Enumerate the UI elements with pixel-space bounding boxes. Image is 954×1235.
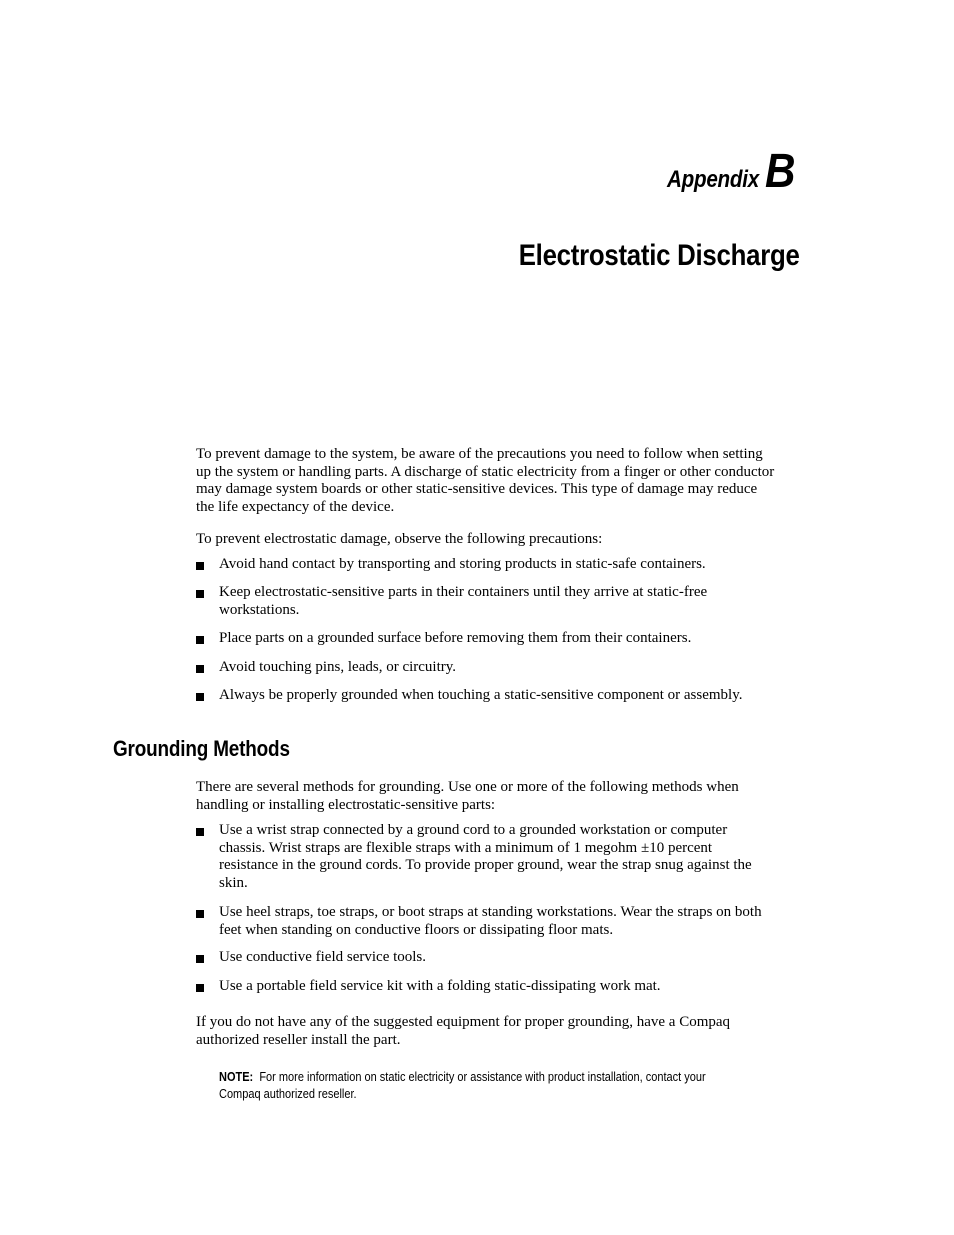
appendix-heading bbox=[652, 145, 800, 198]
list-item bbox=[196, 630, 804, 648]
precautions-list bbox=[196, 687, 804, 705]
text-line: To prevent damage to the system, be aware of the precautions you need to follow when setting bbox=[196, 446, 763, 462]
bullet-square-icon bbox=[196, 590, 204, 598]
list-item bbox=[196, 822, 804, 892]
text-line: Use a portable field service kit with a folding static-dissipating work mat. bbox=[219, 978, 661, 994]
text-line: resistance in the ground cords. To provide proper ground, wear the strap snug against the bbox=[219, 857, 752, 873]
list-item bbox=[196, 687, 804, 705]
page-title: Electrostatic Discharge bbox=[519, 239, 800, 272]
text-line: the life expectancy of the device. bbox=[196, 498, 395, 515]
note-label: NOTE: bbox=[219, 1070, 254, 1084]
note-text: For more information on static electricity or assistance with product installation, contact your bbox=[259, 1070, 706, 1084]
bullet-square-icon bbox=[196, 636, 204, 644]
lead-in-text: To prevent electrostatic damage, observe the following precautions: bbox=[196, 531, 603, 547]
precautions-list bbox=[196, 556, 804, 574]
list-item bbox=[196, 584, 804, 619]
grounding-list bbox=[196, 822, 804, 892]
text-line: workstations. bbox=[219, 601, 300, 618]
text-line: feet when standing on conductive floors or dissipating floor mats. bbox=[219, 921, 614, 938]
note-text: Compaq authorized reseller. bbox=[219, 1086, 357, 1101]
grounding-list bbox=[196, 949, 804, 967]
note-block bbox=[219, 1069, 712, 1102]
bullet-square-icon bbox=[196, 984, 204, 992]
appendix-word: Appendix bbox=[667, 166, 760, 193]
text-line: chassis. Wrist straps are flexible straps with a minimum of 1 megohm ±10 percent bbox=[219, 839, 713, 856]
text-line: Avoid touching pins, leads, or circuitry. bbox=[219, 659, 457, 675]
text-line: up the system or handling parts. A discharge of static electricity from a finger or other conductor bbox=[196, 463, 775, 480]
grounding-list bbox=[196, 978, 804, 996]
text-line: If you do not have any of the suggested equipment for proper grounding, have a Compaq bbox=[196, 1014, 731, 1030]
closing-paragraph bbox=[196, 1014, 804, 1049]
list-item bbox=[196, 949, 804, 967]
appendix-letter: B bbox=[765, 145, 796, 198]
bullet-square-icon bbox=[196, 665, 204, 673]
text-line: authorized reseller install the part. bbox=[196, 1031, 401, 1048]
text-line: Keep electrostatic-sensitive parts in their containers until they arrive at static-free bbox=[219, 584, 708, 600]
intro-paragraph bbox=[196, 446, 804, 516]
section-heading: Grounding Methods bbox=[113, 736, 290, 761]
list-item bbox=[196, 904, 804, 939]
text-line: Use a wrist strap connected by a ground cord to a grounded workstation or computer bbox=[219, 822, 728, 838]
text-line: Always be properly grounded when touching a static-sensitive component or assembly. bbox=[219, 687, 743, 703]
precautions-list bbox=[196, 659, 804, 677]
text-line: Use heel straps, toe straps, or boot straps at standing workstations. Wear the straps on both bbox=[219, 904, 762, 920]
precautions-lead-in bbox=[196, 531, 804, 549]
precautions-list bbox=[196, 630, 804, 648]
text-line: There are several methods for grounding. Use one or more of the following methods when bbox=[196, 779, 739, 795]
precautions-list bbox=[196, 584, 804, 619]
text-line: may damage system boards or other static-sensitive devices. This type of damage may reduce bbox=[196, 481, 758, 497]
bullet-square-icon bbox=[196, 955, 204, 963]
text-line: handling or installing electrostatic-sensitive parts: bbox=[196, 796, 496, 813]
bullet-square-icon bbox=[196, 562, 204, 570]
text-line: Use conductive field service tools. bbox=[219, 949, 427, 965]
bullet-square-icon bbox=[196, 828, 204, 836]
text-line: skin. bbox=[219, 874, 248, 891]
bullet-square-icon bbox=[196, 693, 204, 701]
bullet-square-icon bbox=[196, 910, 204, 918]
list-item bbox=[196, 659, 804, 677]
list-item bbox=[196, 556, 804, 574]
grounding-list bbox=[196, 904, 804, 939]
list-item bbox=[196, 978, 804, 996]
text-line: Place parts on a grounded surface before removing them from their containers. bbox=[219, 630, 692, 646]
grounding-intro bbox=[196, 779, 804, 814]
text-line: Avoid hand contact by transporting and storing products in static-safe containers. bbox=[219, 556, 706, 572]
